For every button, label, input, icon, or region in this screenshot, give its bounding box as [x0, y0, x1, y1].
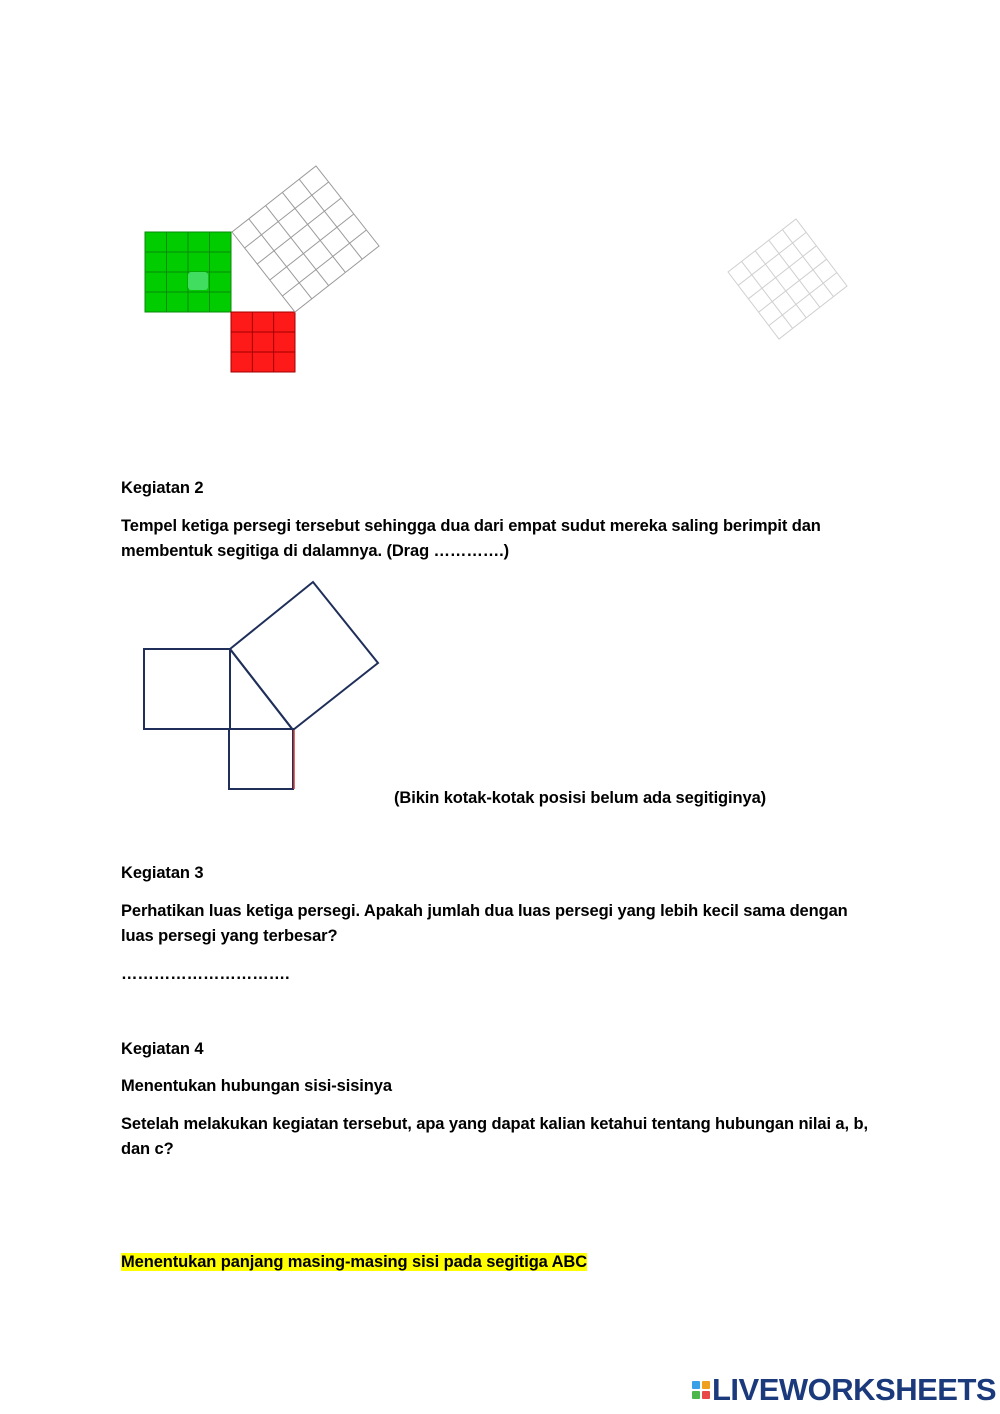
- left-square-outline[interactable]: [144, 649, 230, 729]
- logo-text: LIVEWORKSHEETS: [712, 1372, 997, 1407]
- rotated-grid-square-5x5[interactable]: [232, 166, 379, 312]
- kegiatan-4-subheading: Menentukan hubungan sisi-sisinya: [121, 1077, 392, 1095]
- bottom-square-outline[interactable]: [229, 729, 293, 789]
- logo-mark-icon: [692, 1381, 710, 1399]
- kegiatan-4-heading: Kegiatan 4: [121, 1040, 204, 1058]
- square-outline-figure: [0, 570, 500, 800]
- green-tile-highlight: [188, 272, 208, 290]
- kegiatan-3-heading: Kegiatan 3: [121, 864, 204, 882]
- kegiatan-3-question: Perhatikan luas ketiga persegi. Apakah jumlah dua luas persegi yang lebih kecil sama dengan luas persegi yang terbesar?: [121, 902, 848, 945]
- kegiatan-2-heading: Kegiatan 2: [121, 479, 204, 497]
- red-square-3x3[interactable]: [231, 312, 295, 372]
- kegiatan-2-note: (Bikin kotak-kotak posisi belum ada segitiginya): [394, 789, 767, 807]
- green-square-4x4[interactable]: [145, 232, 231, 312]
- triangle-hypotenuse: [230, 649, 293, 730]
- liveworksheets-logo[interactable]: [692, 1372, 996, 1408]
- kegiatan-2-instruction: Tempel ketiga persegi tersebut sehingga dua dari empat sudut mereka saling berimpit dan membentuk segitiga di dalamnya. (Drag ………….): [121, 517, 821, 560]
- highlighted-section-title: Menentukan panjang masing-masing sisi pada segitiga ABC: [121, 1253, 588, 1271]
- rotated-square-outline[interactable]: [230, 582, 378, 730]
- loose-rotated-grid-square[interactable]: [728, 219, 847, 339]
- pythagoras-squares-figure: [0, 0, 1000, 460]
- kegiatan-3-answer-blank[interactable]: ………………………….: [121, 965, 290, 983]
- kegiatan-4-question: Setelah melakukan kegiatan tersebut, apa yang dapat kalian ketahui tentang hubungan nilai a, b, dan c?: [121, 1115, 868, 1158]
